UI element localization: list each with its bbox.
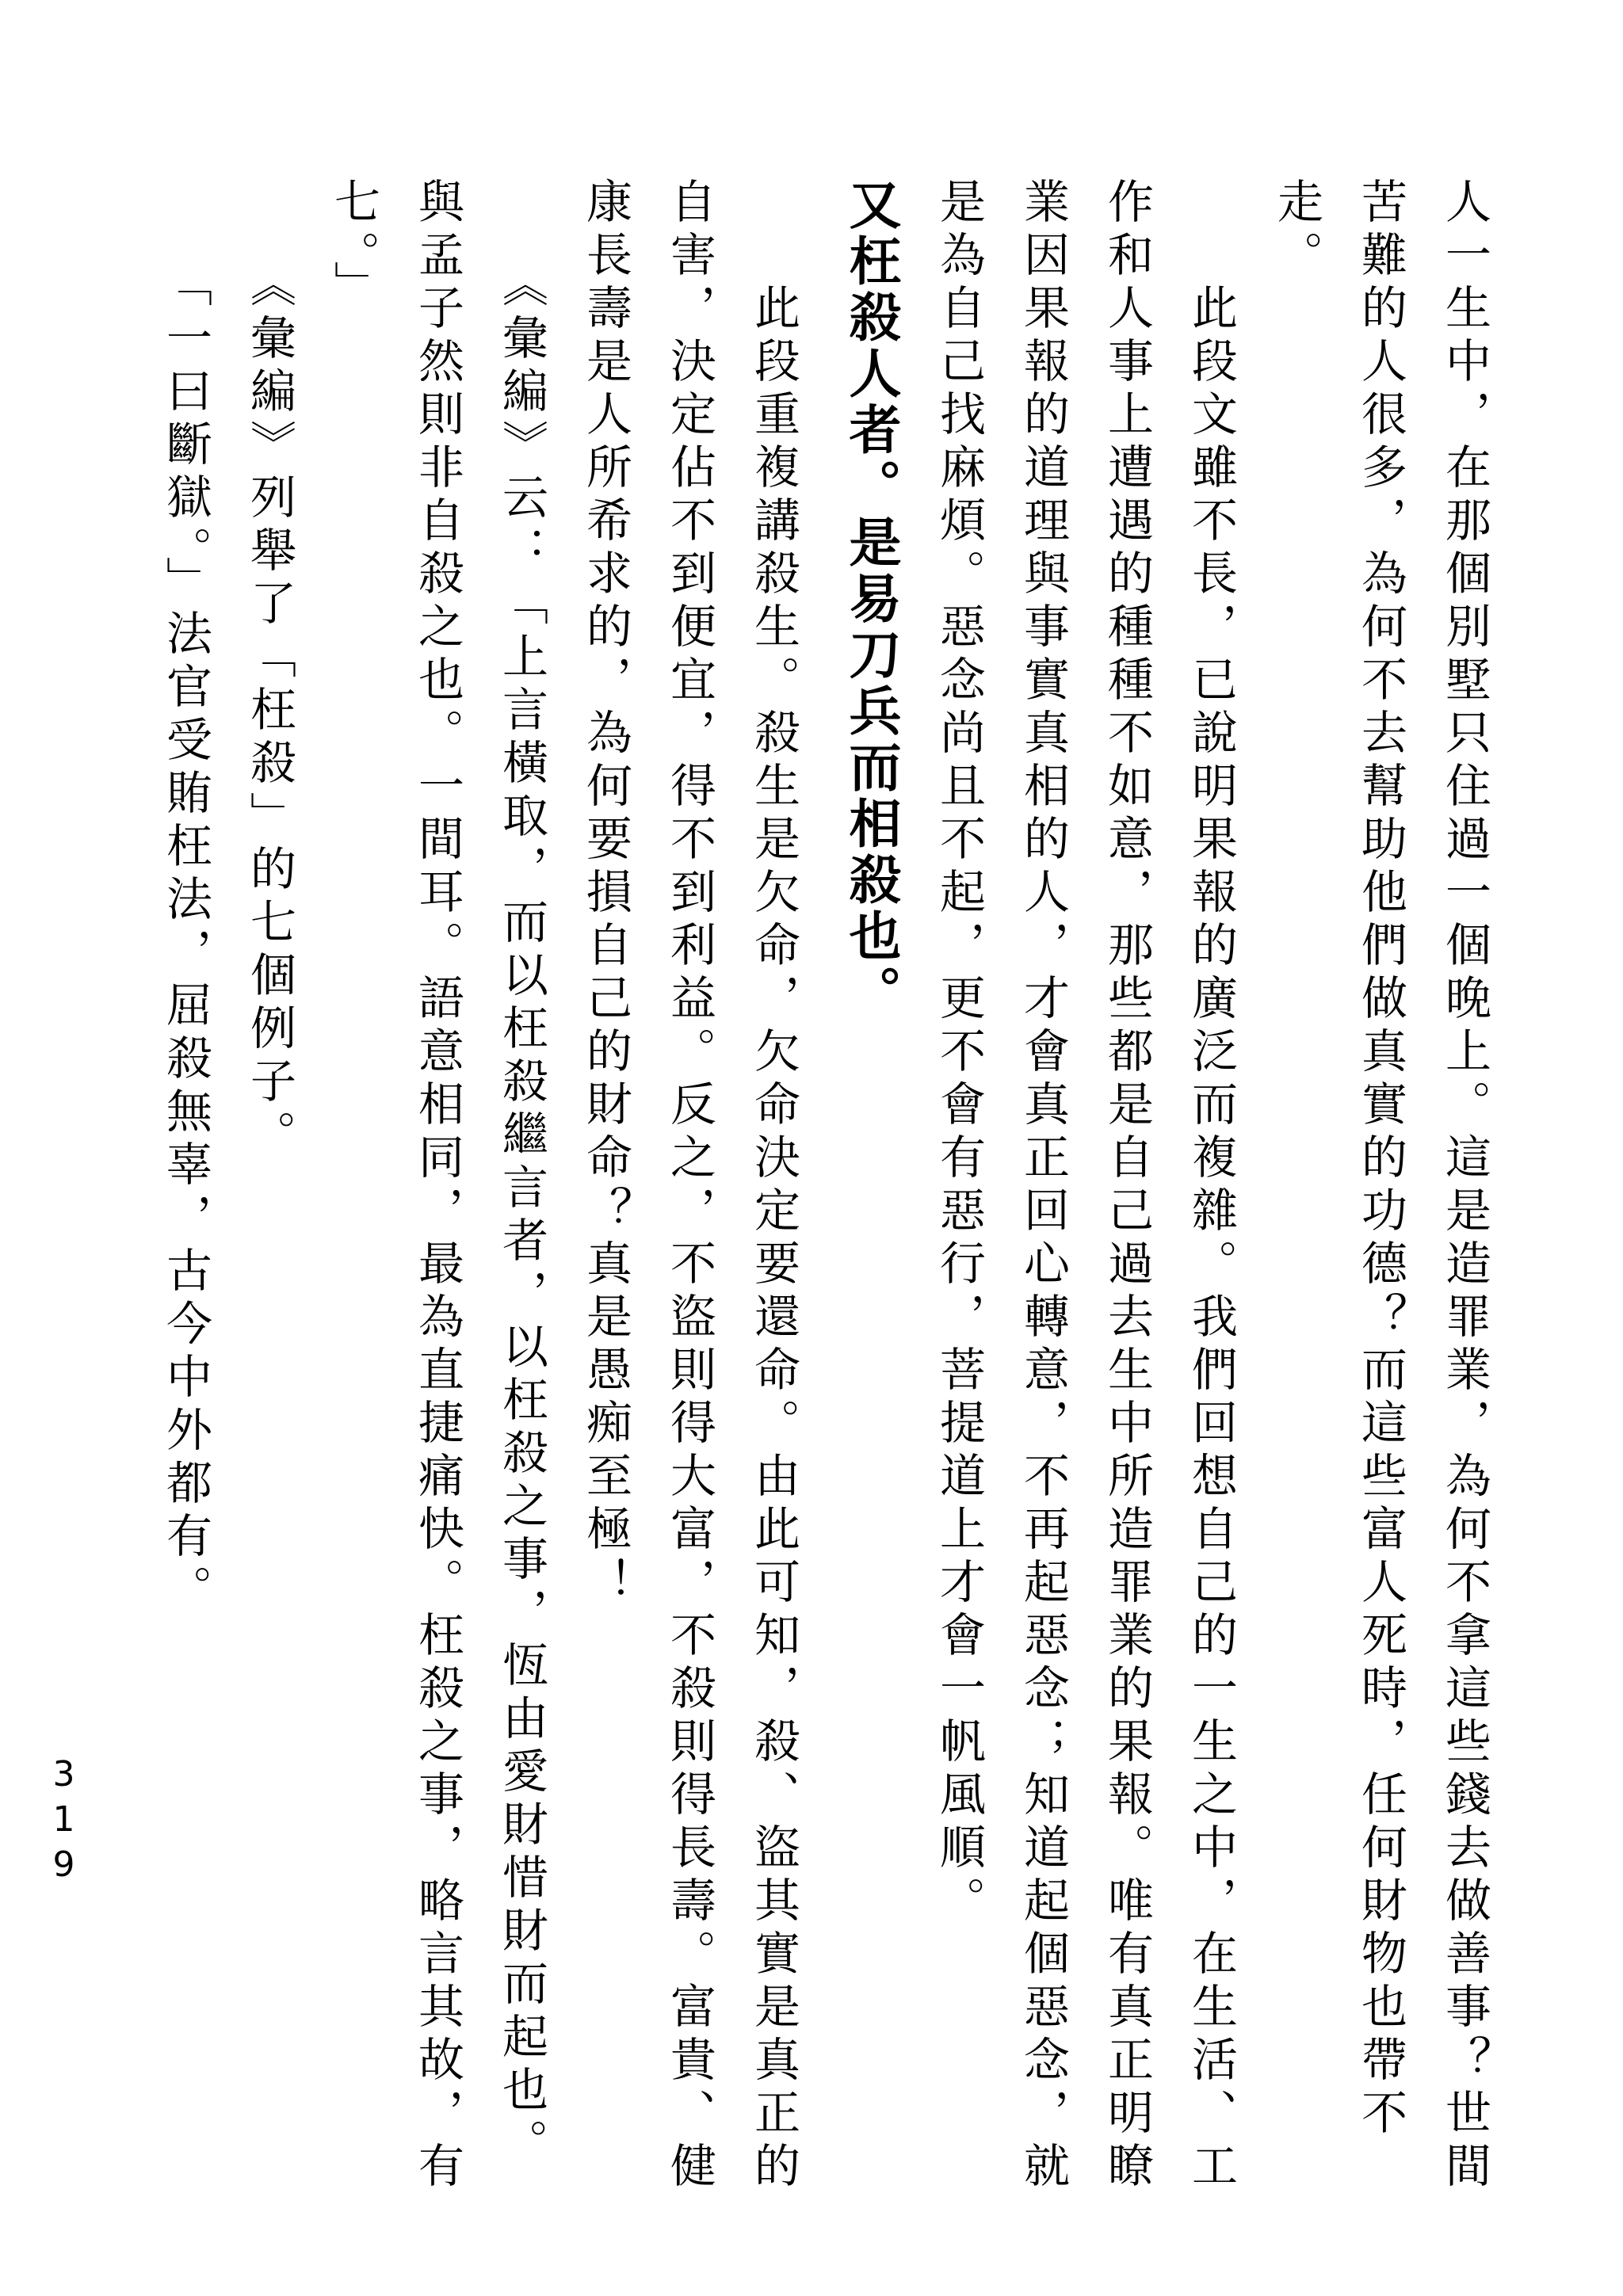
text-column-4: 此段文雖不長，已說明果報的廣泛而複雜。我們回想自己的一生之中，在生活、工 — [1184, 177, 1238, 2195]
text-column-15: 《彙編》列舉了「枉殺」的七個例子。 — [242, 177, 296, 1163]
section-heading: 又枉殺人者。是易刀兵而相殺也。 — [840, 177, 901, 1021]
text-column-11: 康長壽是人所希求的，為何要損自己的財命？真是愚痴至極！ — [579, 177, 632, 1611]
text-column-13: 與孟子然則非自殺之也。一間耳。語意相同，最為直捷痛快。枉殺之事，略言其故，有 — [411, 177, 464, 2195]
text-column-6: 業因果報的道理與事實真相的人，才會真正回心轉意，不再起惡念；知道起個惡念，就 — [1016, 177, 1070, 2195]
text-column-3: 走。 — [1270, 177, 1323, 284]
text-column-12: 《彙編》云：「上言橫取，而以枉殺繼言者，以枉殺之事，恆由愛財惜財而起也。 — [495, 177, 548, 2172]
text-column-16: 「一曰斷獄。」法官受賄枉法，屈殺無辜，古今中外都有。 — [158, 177, 212, 1618]
page-number: 319 — [44, 1754, 84, 1890]
text-column-9: 此段重複講殺生。殺生是欠命，欠命決定要還命。由此可知，殺、盜其實是真正的 — [747, 177, 800, 2195]
text-column-10: 自害，決定佔不到便宜，得不到利益。反之，不盜則得大富，不殺則得長壽。富貴、健 — [663, 177, 716, 2195]
text-column-1: 人一生中，在那個別墅只住過一個晚上。這是造罪業，為何不拿這些錢去做善事？世間 — [1438, 177, 1491, 2195]
text-column-5: 作和人事上遭遇的種種不如意，那些都是自己過去生中所造罪業的果報。唯有真正明瞭 — [1100, 177, 1154, 2195]
text-column-14: 七。」 — [327, 177, 380, 314]
text-column-7: 是為自己找麻煩。惡念尚且不起，更不會有惡行，菩提道上才會一帆風順。 — [932, 177, 986, 1929]
text-column-2: 苦難的人很多，為何不去幫助他們做真實的功德？而這些富人死時，任何財物也帶不 — [1354, 177, 1407, 2142]
